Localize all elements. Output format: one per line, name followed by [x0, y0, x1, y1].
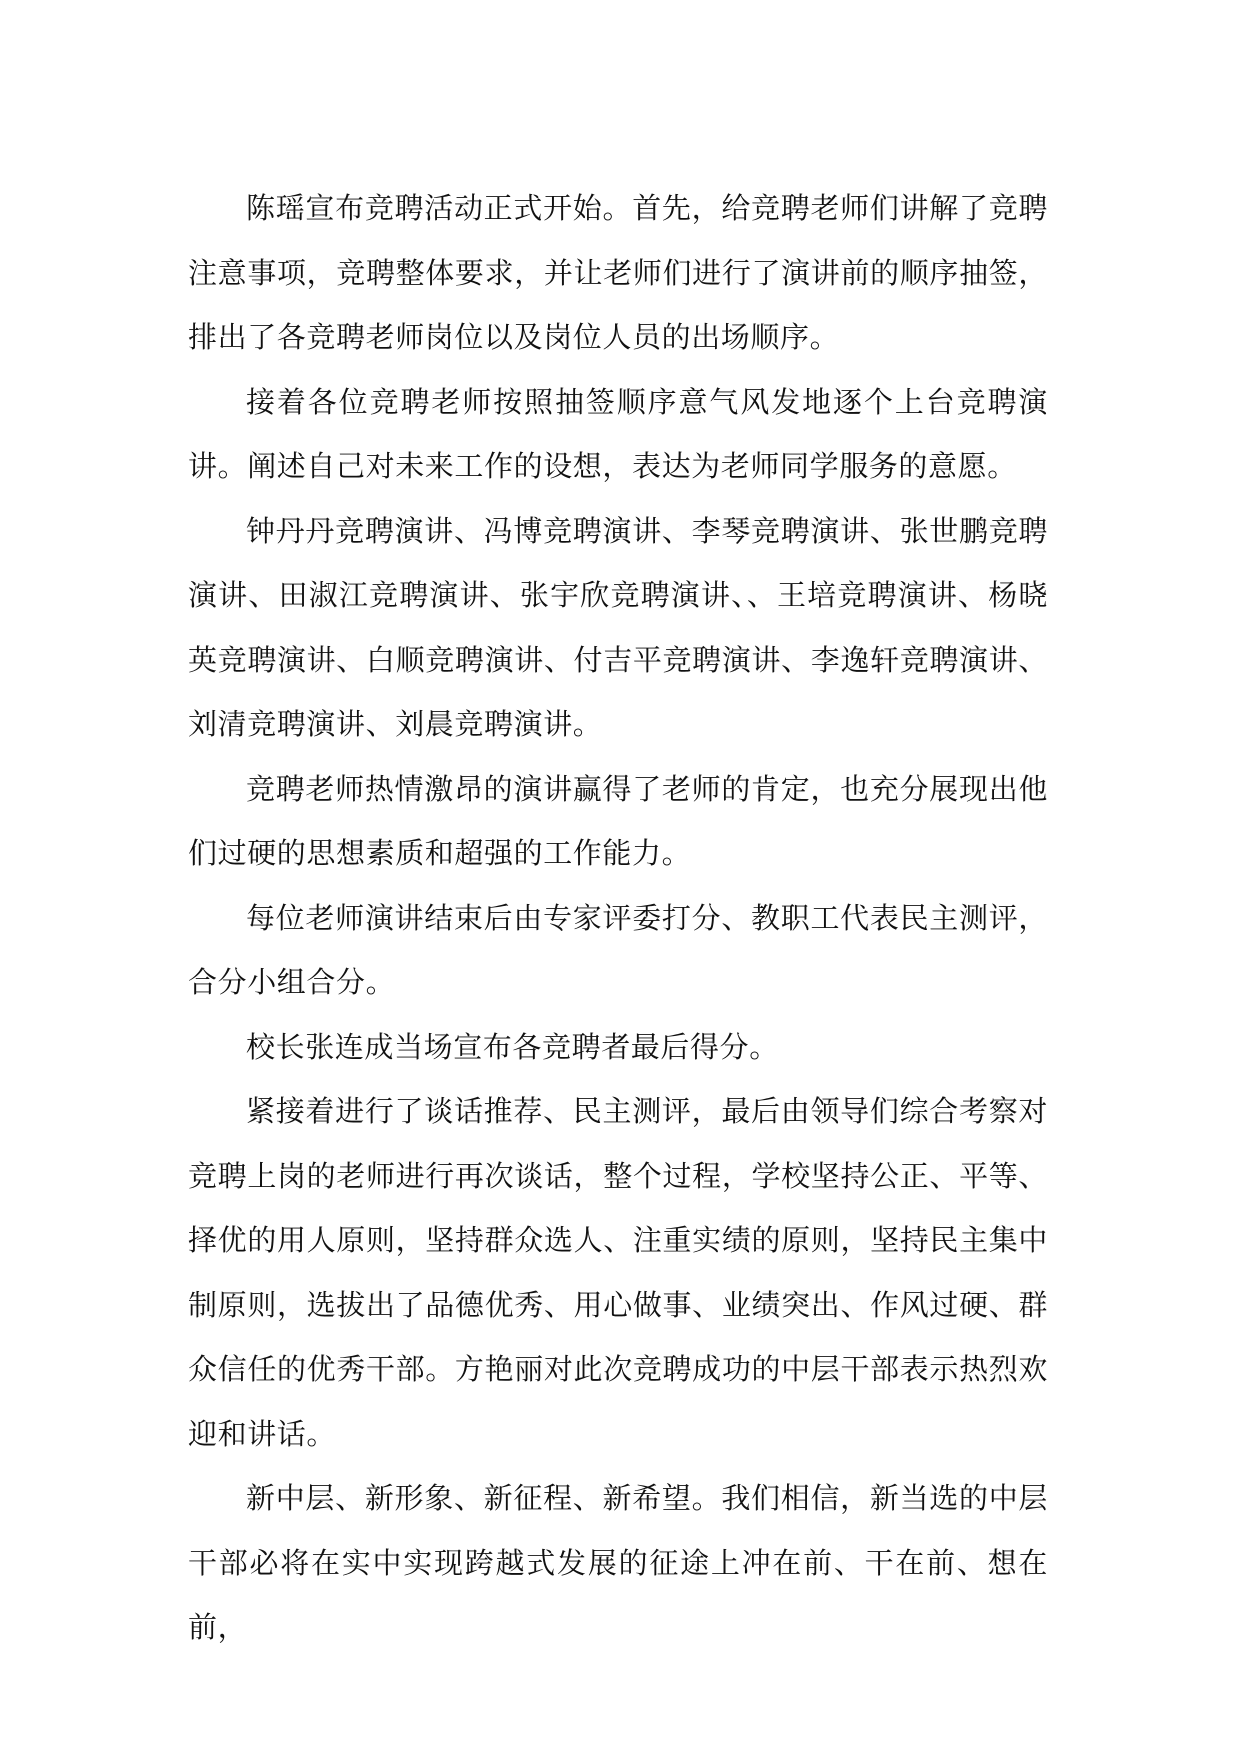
paragraph-5: 每位老师演讲结束后由专家评委打分、教职工代表民主测评，合分小组合分。	[188, 900, 1048, 999]
paragraph-8: 新中层、新形象、新征程、新希望。我们相信，新当选的中层干部必将在实中实现跨越式发展的征途上冲在前、干在前、想在前，	[188, 1481, 1048, 1644]
document-body	[188, 176, 1048, 1660]
paragraph-7: 紧接着进行了谈话推荐、民主测评，最后由领导们综合考察对竞聘上岗的老师进行再次谈话，整个过程，学校坚持公正、平等、择优的用人原则，坚持群众选人、注重实绩的原则，坚持民主集中制原则，选拔出了品德优秀、用心做事、业绩突出、作风过硬、群众信任的优秀干部。方艳丽对此次竞聘成功的中层干部表示热烈欢迎和讲话。	[188, 1094, 1048, 1451]
paragraph-1: 陈瑶宣布竞聘活动正式开始。首先，给竞聘老师们讲解了竞聘注意事项，竞聘整体要求，并让老师们进行了演讲前的顺序抽签，排出了各竞聘老师岗位以及岗位人员的出场顺序。	[188, 191, 1048, 354]
paragraph-4: 竞聘老师热情激昂的演讲赢得了老师的肯定，也充分展现出他们过硬的思想素质和超强的工作能力。	[188, 771, 1048, 870]
paragraph-6: 校长张连成当场宣布各竞聘者最后得分。	[246, 1029, 779, 1064]
paragraph-3: 钟丹丹竞聘演讲、冯博竞聘演讲、李琴竞聘演讲、张世鹏竞聘演讲、田淑江竞聘演讲、张宇欣竞聘演讲、、王培竞聘演讲、杨晓英竞聘演讲、白顺竞聘演讲、付吉平竞聘演讲、李逸轩竞聘演讲、刘清竞聘演讲、刘晨竞聘演讲。	[188, 513, 1048, 741]
paragraph-2: 接着各位竞聘老师按照抽签顺序意气风发地逐个上台竞聘演讲。阐述自己对未来工作的设想，表达为老师同学服务的意愿。	[188, 384, 1048, 483]
